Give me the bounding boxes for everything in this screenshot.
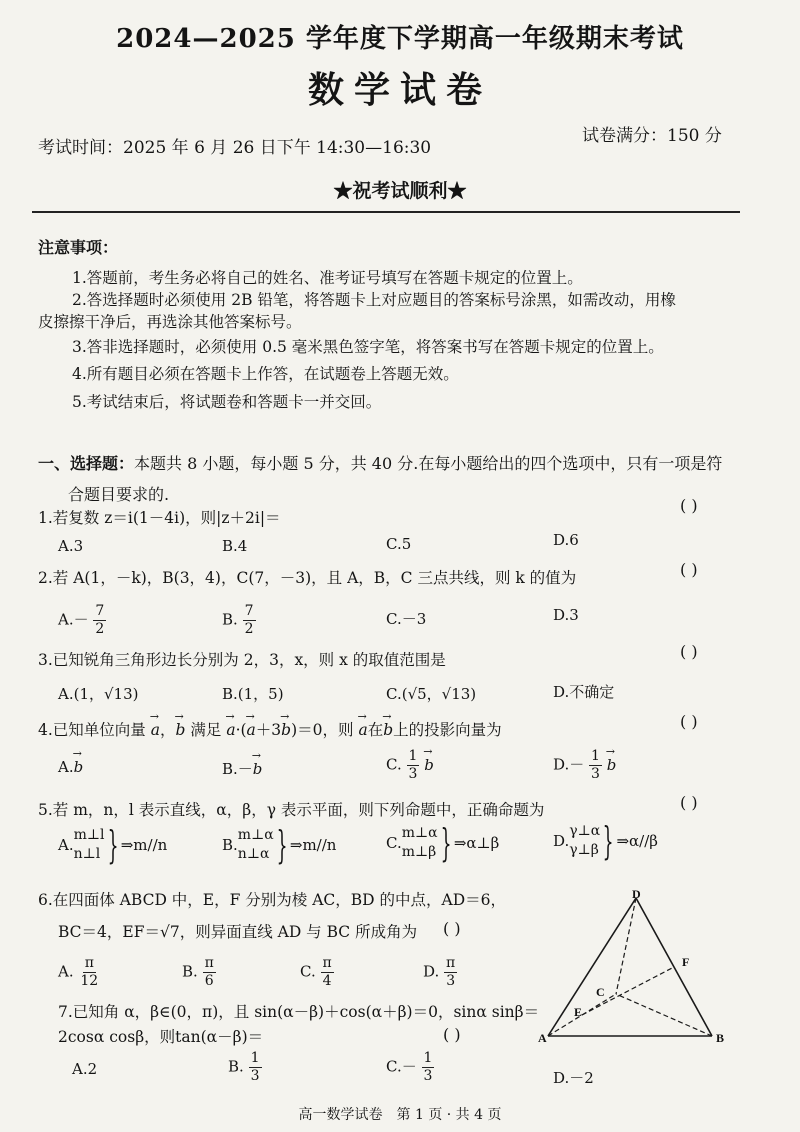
exam-time: 考试时间：2025 年 6 月 26 日下午 14:30—16:30	[38, 138, 432, 158]
q4-stem-prefix: 4.已知单位向量	[38, 721, 146, 739]
answer-paren: ( )	[443, 1025, 461, 1044]
question-4-stem	[38, 718, 502, 740]
notice-heading: 注意事项：	[38, 238, 119, 257]
right-brace-icon: }	[440, 821, 452, 865]
vector-a: → a	[358, 721, 367, 739]
q1-option-c: C.5	[386, 535, 412, 553]
q7-c-prefix: C.－	[386, 1057, 417, 1076]
edge-da	[548, 898, 636, 1036]
q6-b-fraction	[203, 955, 216, 990]
point-label-f: F	[682, 955, 690, 969]
right-brace-icon: }	[107, 823, 119, 867]
condition-line: m⊥β	[401, 844, 437, 860]
edge-bc-hidden	[616, 994, 712, 1036]
condition-line: γ⊥α	[569, 823, 601, 839]
section-one-label: 一、选择题：	[38, 454, 135, 473]
question-2-stem: 2.若 A(1，－k)，B(3，4)，C(7，－3)，且 A，B，C 三点共线，则 k 的值为	[38, 569, 577, 587]
notice-item: 2.答选择题时必须使用 2B 铅笔，将答题卡上对应题目的答案标号涂黑，如需改动，用橡	[72, 291, 676, 309]
q7-option-d: D.－2	[553, 1069, 594, 1087]
q4-d-prefix: D.－	[553, 755, 585, 774]
q7-option-b	[228, 1050, 262, 1085]
notice-item: 5.考试结束后，将试题卷和答题卡一并交回。	[72, 393, 382, 411]
q2-option-b	[222, 603, 256, 638]
vector-a: → a	[247, 721, 256, 739]
q4-comma: ，	[159, 721, 176, 739]
q7-b-prefix: B.	[228, 1057, 244, 1076]
question-5-stem: 5.若 m，n，l 表示直线，α，β，γ 表示平面，则下列命题中，正确命题为	[38, 801, 545, 819]
q7-c-fraction	[422, 1050, 435, 1085]
tetrahedron-figure	[536, 886, 748, 1050]
q2-a-fraction	[93, 603, 106, 638]
frac-numerator: 1	[408, 748, 418, 764]
q2-option-d: D.3	[553, 606, 579, 624]
condition-line: m⊥α	[401, 825, 438, 841]
q2-option-c: C.－3	[386, 610, 427, 628]
q6-a-fraction	[78, 955, 100, 990]
q3-option-a: A.(1，√13)	[58, 685, 139, 703]
q4-expr: ＋3	[255, 721, 282, 739]
q5-a-conditions	[74, 826, 105, 864]
answer-paren: ( )	[680, 793, 698, 812]
frac-numerator: 7	[95, 603, 105, 619]
frac-denominator: 2	[95, 621, 105, 637]
q6-a-prefix: A.	[58, 962, 74, 981]
q2-b-prefix: B.	[222, 610, 238, 629]
q5-option-c	[386, 821, 500, 865]
q5-d-prefix: D.	[553, 832, 570, 850]
q4-c-fraction	[407, 748, 420, 783]
q4-expr: ·(	[235, 721, 247, 739]
answer-paren: ( )	[680, 560, 698, 579]
vector-a: → a	[151, 721, 160, 739]
header-divider	[32, 211, 740, 213]
q4-b-prefix: B.－	[222, 760, 253, 778]
notice-item: 4.所有题目必须在答题卡上作答，在试题卷上答题无效。	[72, 365, 459, 383]
q5-option-d	[553, 819, 658, 863]
q4-d-fraction	[589, 748, 602, 783]
q5-d-conditions	[569, 822, 600, 860]
condition-line: m⊥α	[237, 827, 274, 843]
q1-option-d: D.6	[553, 531, 579, 549]
q6-b-prefix: B.	[182, 962, 198, 981]
question-6-stem-line2: BC＝4，EF＝√7，则异面直线 AD 与 BC 所成角为	[58, 923, 418, 941]
answer-paren: ( )	[443, 919, 461, 938]
frac-numerator: 7	[244, 603, 254, 619]
answer-paren: ( )	[680, 642, 698, 661]
frac-numerator: π	[322, 955, 332, 971]
answer-paren: ( )	[680, 496, 698, 515]
section-one-text-cont: 合题目要求的.	[68, 485, 170, 504]
q5-a-result: ⇒m//n	[120, 836, 168, 854]
vertex-label-c: C	[596, 985, 605, 999]
q6-c-fraction	[321, 955, 334, 990]
vector-b: → b	[607, 756, 617, 774]
condition-line: m⊥l	[73, 827, 105, 843]
vertex-label-d: D	[632, 887, 641, 901]
condition-line: γ⊥β	[569, 842, 599, 858]
point-label-e: E	[574, 1005, 583, 1019]
right-brace-icon: }	[602, 819, 614, 863]
q6-d-fraction	[444, 955, 457, 990]
q2-b-fraction	[243, 603, 256, 638]
exam-title: 2024—2025 学年度下学期高一年级期末考试	[116, 24, 684, 54]
vector-b: → b	[424, 756, 434, 774]
frac-numerator: 1	[250, 1050, 260, 1066]
frac-denominator: 4	[322, 973, 332, 989]
question-7-stem-line1: 7.已知角 α，β∈(0，π)，且 sin(α－β)＋cos(α＋β)＝0，sinα sinβ＝	[58, 1003, 540, 1021]
q5-c-prefix: C.	[386, 834, 402, 852]
frac-numerator: π	[204, 955, 214, 971]
q5-d-result: ⇒α//β	[616, 832, 658, 850]
q3-option-d: D.不确定	[553, 683, 615, 701]
q3-option-b: B.(1，5)	[222, 685, 284, 703]
frac-denominator: 3	[250, 1068, 260, 1084]
q5-option-a	[58, 823, 168, 867]
vector-a: → a	[226, 721, 235, 739]
frac-denominator: 3	[423, 1068, 433, 1084]
q4-a-prefix: A.	[58, 758, 74, 776]
q4-expr: )＝0，则	[291, 721, 354, 739]
q5-b-result: ⇒m//n	[289, 836, 337, 854]
vector-b: → b	[253, 760, 263, 778]
edge-db	[636, 898, 712, 1036]
q7-option-c	[386, 1050, 434, 1085]
q4-option-b	[222, 758, 262, 779]
q4-stem-mid: 满足	[185, 721, 222, 739]
q6-d-prefix: D.	[423, 962, 440, 981]
q2-option-a	[58, 603, 106, 638]
question-1-stem: 1.若复数 z＝i(1－4i)，则|z＋2i|＝	[38, 509, 281, 527]
q5-b-conditions	[238, 826, 274, 864]
notice-item: 皮擦擦干净后，再选涂其他答案标号。	[38, 313, 302, 331]
condition-line: n⊥l	[73, 846, 101, 862]
frac-denominator: 12	[80, 973, 99, 989]
vector-b: → b	[74, 758, 84, 776]
q4-stem-end: 上的投影向量为	[393, 721, 502, 739]
q6-option-b	[182, 955, 216, 990]
q7-option-a: A.2	[72, 1060, 98, 1078]
q5-c-result: ⇒α⊥β	[453, 834, 500, 852]
q2-a-prefix: A.－	[58, 610, 89, 629]
vertex-label-b: B	[716, 1031, 725, 1045]
q6-option-c	[300, 955, 334, 990]
q6-c-prefix: C.	[300, 962, 316, 981]
q5-b-prefix: B.	[222, 836, 238, 854]
q3-option-c: C.(√5，√13)	[386, 685, 477, 703]
right-brace-icon: }	[276, 823, 288, 867]
vector-b: → b	[176, 721, 186, 739]
page-footer: 高一数学试卷 第 1 页 · 共 4 页	[298, 1107, 502, 1123]
notice-item: 3.答非选择题时，必须使用 0.5 毫米黑色签字笔，将答案书写在答题卡规定的位置上。	[72, 338, 664, 356]
q4-option-a	[58, 758, 83, 776]
section-one-text: 本题共 8 小题，每小题 5 分，共 40 分.在每小题给出的四个选项中，只有一项是符	[134, 454, 723, 473]
q7-b-fraction	[249, 1050, 262, 1085]
q1-option-a: A.3	[58, 537, 84, 555]
q4-option-c	[386, 748, 434, 783]
question-3-stem: 3.已知锐角三角形边长分别为 2，3，x，则 x 的取值范围是	[38, 651, 446, 669]
frac-denominator: 3	[446, 973, 456, 989]
q4-c-prefix: C.	[386, 755, 402, 774]
condition-line: n⊥α	[237, 846, 270, 862]
frac-denominator: 3	[408, 766, 418, 782]
vector-b: → b	[383, 721, 393, 739]
frac-denominator: 3	[591, 766, 600, 782]
q6-option-d	[423, 955, 457, 990]
question-6-stem-line1: 6.在四面体 ABCD 中，E，F 分别为棱 AC，BD 的中点，AD＝6，	[38, 891, 507, 909]
exam-subtitle: 数学试卷	[307, 69, 492, 111]
answer-paren: ( )	[680, 712, 698, 731]
good-luck-banner: ★祝考试顺利★	[333, 180, 467, 202]
question-7-stem-line2: 2cosα cosβ，则tan(α－β)＝	[58, 1028, 264, 1046]
frac-numerator: π	[84, 955, 94, 971]
frac-denominator: 6	[204, 973, 214, 989]
vector-b: → b	[281, 721, 291, 739]
frac-denominator: 2	[244, 621, 254, 637]
exam-full-score: 试卷满分：150 分	[582, 126, 722, 146]
q5-option-b	[222, 823, 337, 867]
section-one-instructions	[38, 448, 748, 510]
q6-option-a	[58, 955, 100, 990]
q4-stem-mid: 在	[367, 721, 384, 739]
frac-numerator: π	[446, 955, 456, 971]
q5-a-prefix: A.	[58, 836, 74, 854]
q4-option-d	[553, 748, 616, 783]
frac-numerator: 1	[591, 748, 600, 764]
notice-item: 1.答题前，考生务必将自己的姓名、准考证号填写在答题卡规定的位置上。	[72, 269, 583, 287]
q1-option-b: B.4	[222, 537, 248, 555]
q5-c-conditions	[402, 824, 438, 862]
frac-numerator: 1	[423, 1050, 433, 1066]
vertex-label-a: A	[538, 1031, 547, 1045]
